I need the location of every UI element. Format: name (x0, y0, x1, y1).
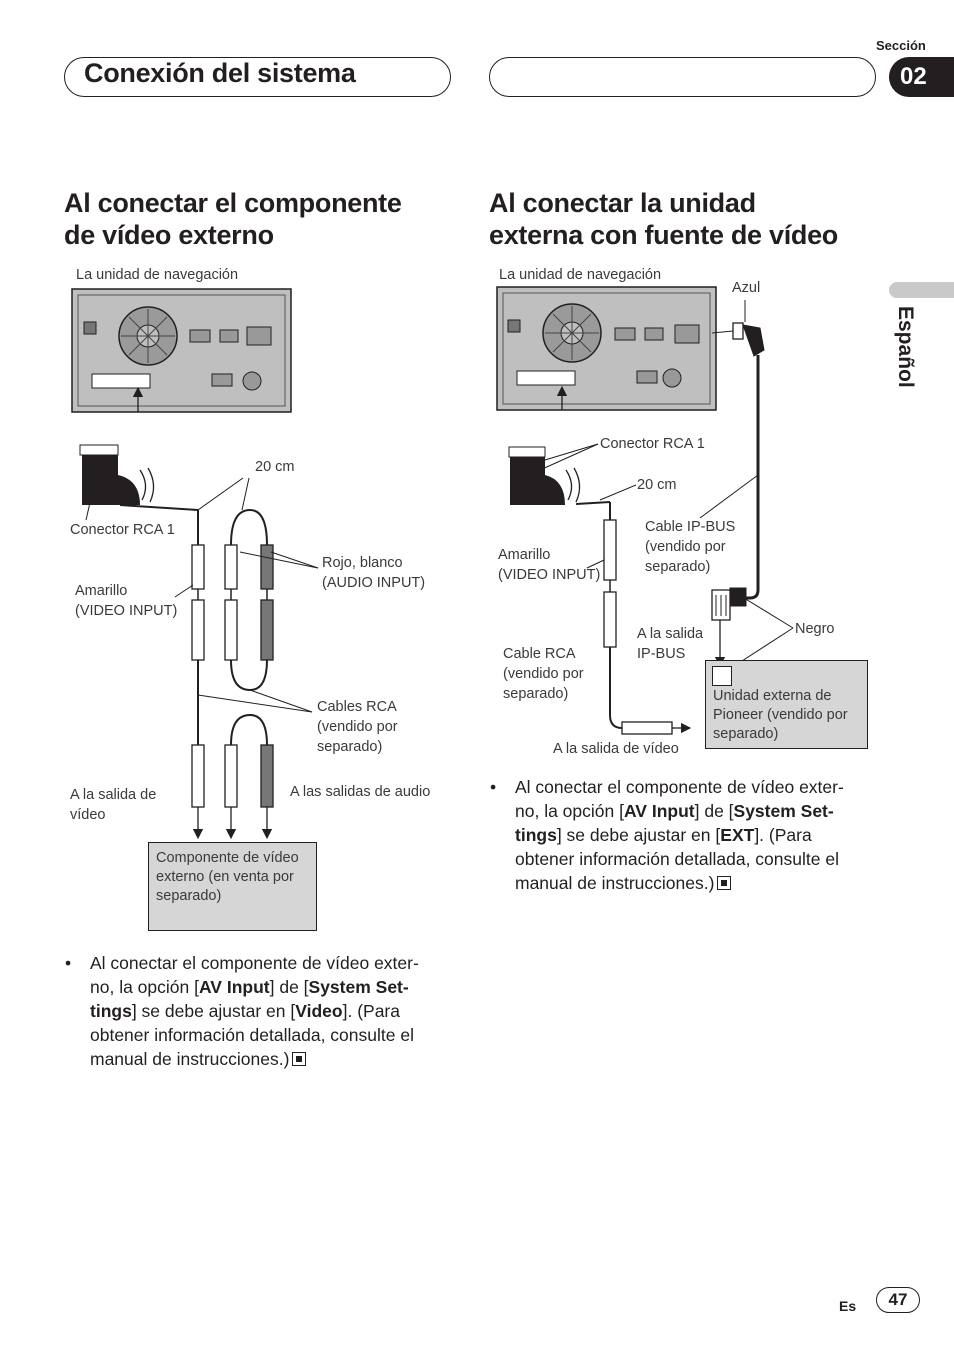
page-number: 47 (876, 1287, 920, 1313)
pioneer-external-unit-box: Unidad externa de Pioneer (vendido por separado) (705, 660, 868, 749)
left-nav-unit (72, 289, 291, 412)
left-label-rca-cables: Cables RCA (vendido por separado) (317, 699, 398, 755)
unit-port-square (712, 666, 732, 686)
external-video-component-box: Componente de vídeo externo (en venta por separado) (148, 842, 317, 931)
right-nav-unit (497, 287, 716, 410)
right-label-blue: Azul (732, 280, 761, 296)
page-title: Conexión del sistema (84, 58, 356, 88)
right-label-black: Negro (795, 621, 835, 637)
right-heading: Al conectar la unidad externa con fuente de vídeo (489, 188, 838, 250)
end-of-section-icon (292, 1052, 306, 1066)
left-heading: Al conectar el componente de vídeo externo (64, 188, 402, 250)
left-bullet-note: • Al conectar el componente de vídeo exter- no, la opción [AV Input] de [System Set- tings] se debe ajustar en [Video]. (Para obtener información detallada, consulte el manual de instrucciones.) (65, 953, 419, 1069)
right-bullet-note: • Al conectar el componente de vídeo exter- no, la opción [AV Input] de [System Set- tings] se debe ajustar en [EXT]. (Para obtener información detallada, consulte el manual de instrucciones.) (490, 777, 844, 893)
left-label-video-out: A la salida de vídeo (70, 787, 157, 823)
right-label-rca-connector: Conector RCA 1 (600, 436, 705, 452)
section-label: Sección (876, 38, 926, 53)
language-tab-label: Español (894, 306, 917, 388)
section-number-badge: 02 (889, 57, 954, 97)
right-label-video-out: A la salida de vídeo (553, 741, 679, 757)
left-label-nav-unit: La unidad de navegación (76, 267, 239, 283)
left-label-rca-connector: Conector RCA 1 (70, 522, 175, 538)
left-rca-cables (175, 478, 318, 834)
end-of-section-icon (717, 876, 731, 890)
left-label-yellow: Amarillo (VIDEO INPUT) (75, 583, 178, 619)
footer-lang-code: Es (839, 1298, 857, 1314)
right-label-length: 20 cm (637, 477, 677, 493)
right-label-ipbus-cable: Cable IP-BUS (vendido por separado) (645, 519, 736, 575)
left-label-red-white: Rojo, blanco (AUDIO INPUT) (322, 555, 426, 591)
right-label-rca-cable: Cable RCA (vendido por separado) (503, 646, 584, 702)
left-label-length: 20 cm (255, 459, 295, 475)
right-label-ipbus-out: A la salida IP-BUS (637, 626, 704, 662)
right-label-nav-unit: La unidad de navegación (499, 267, 662, 283)
left-rca-connector (80, 445, 198, 520)
right-label-yellow: Amarillo (VIDEO INPUT) (498, 547, 601, 583)
left-label-audio-out: A las salidas de audio (290, 784, 431, 800)
